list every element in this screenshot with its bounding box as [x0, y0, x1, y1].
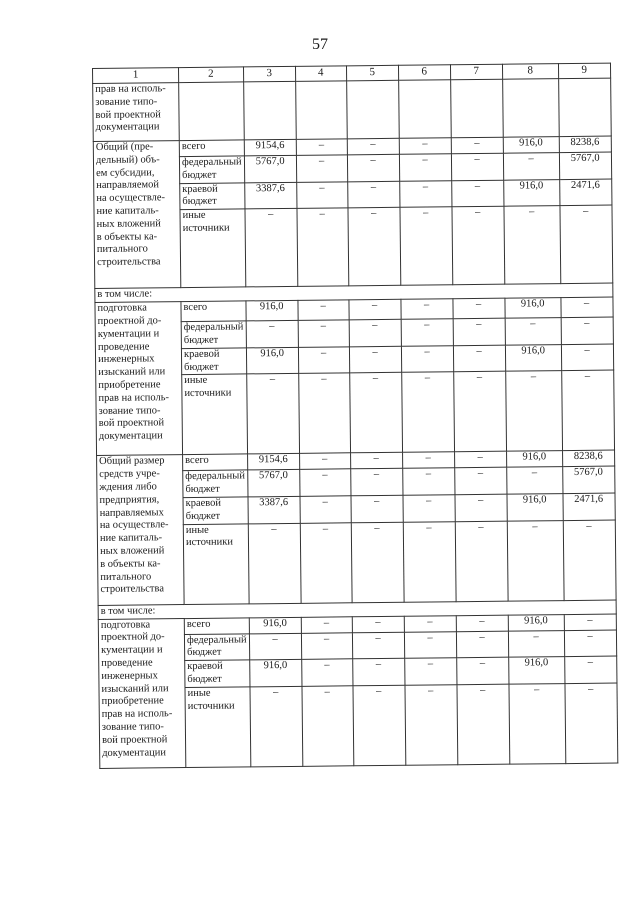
- funding-source: краевой бюджет: [185, 660, 250, 687]
- value-col5: –: [351, 522, 404, 603]
- funding-source: краевой бюджет: [180, 183, 245, 210]
- item-name: Общий размер средств учре- ждения либо предприятия, направляемых на осуществле- ние капиталь- ных вложений в объекты ка- питального строительства: [97, 455, 185, 605]
- value-col7: –: [453, 345, 505, 372]
- value-col3: –: [250, 686, 303, 767]
- column-header: 1: [93, 68, 179, 84]
- value-col8: 916,0: [506, 451, 562, 468]
- continuation-text: прав на исполь- зование типо- вой проектной документации: [93, 83, 180, 142]
- value-col8: –: [504, 206, 561, 285]
- value-col8: –: [505, 371, 562, 452]
- value-col7: –: [451, 180, 503, 207]
- item-name: Общий (пре- дельный) объ- ем субсидии, направляемой на осуществле- ние капиталь- ных вложений в объекты ка- питального строительства: [93, 141, 181, 289]
- item-name: подготовка проектной до- кументации и проведение инженерных изысканий или приобретение прав на исполь- зование типо- вой проектной документации: [98, 618, 186, 768]
- funding-source: краевой бюджет: [181, 348, 246, 375]
- value-col8: 916,0: [505, 344, 561, 371]
- value-col3: –: [246, 374, 299, 455]
- value-col9: 2471,6: [559, 179, 611, 206]
- column-header: 3: [243, 66, 295, 82]
- value-col3: 9154,6: [247, 454, 299, 471]
- budget-table: [92, 63, 618, 769]
- column-header: 8: [502, 64, 558, 80]
- value-col8: –: [507, 520, 564, 601]
- value-col5: –: [349, 346, 401, 373]
- subheader-text: в том числе:: [98, 600, 616, 619]
- value-col6: –: [399, 138, 451, 155]
- funding-source: всего: [179, 140, 244, 157]
- value-col5: –: [347, 154, 399, 181]
- value-col9: –: [565, 683, 618, 764]
- value-col9: –: [563, 520, 616, 601]
- value-col6: –: [402, 468, 454, 495]
- value-col8: –: [506, 467, 562, 494]
- value-col8: –: [503, 153, 559, 180]
- value-col9: –: [561, 297, 613, 318]
- column-header: 2: [179, 67, 244, 83]
- value-col4: –: [300, 522, 352, 603]
- value-col5: –: [349, 373, 402, 454]
- value-col7: –: [457, 684, 510, 765]
- funding-source: федеральный бюджет: [184, 633, 249, 660]
- page-number: 57: [312, 36, 328, 53]
- value-col3: 3387,6: [248, 496, 300, 523]
- value-col4: –: [300, 496, 351, 523]
- value-col5: –: [353, 685, 406, 766]
- value-col9: –: [561, 370, 614, 451]
- value-col6: –: [401, 299, 453, 320]
- funding-source: иные источники: [182, 374, 247, 455]
- value-col3: 916,0: [249, 659, 301, 686]
- value-col8: 916,0: [508, 657, 564, 684]
- funding-source: всего: [181, 301, 246, 322]
- value-col4: –: [297, 208, 349, 287]
- value-col3: –: [245, 209, 298, 288]
- value-col7: –: [453, 298, 505, 319]
- continuation-row: [93, 78, 611, 141]
- value-col8: 916,0: [507, 494, 563, 521]
- column-header: 7: [450, 64, 502, 80]
- value-col4: –: [298, 300, 349, 321]
- value-col6: –: [403, 521, 456, 602]
- value-col4: –: [296, 181, 347, 208]
- value-col8: –: [509, 683, 566, 764]
- value-col6: –: [401, 372, 454, 453]
- value-col7: –: [456, 631, 508, 658]
- value-col6: –: [404, 615, 456, 632]
- item-name: подготовка проектной до- кументации и проведение инженерных изысканий или приобретение прав на исполь- зование типо- вой проектной документации: [95, 302, 183, 456]
- value-col7: –: [454, 468, 506, 495]
- value-col3: 916,0: [246, 301, 298, 322]
- value-col4: –: [296, 139, 347, 156]
- value-col7: –: [451, 153, 503, 180]
- value-col6: –: [404, 631, 456, 658]
- value-col5: –: [350, 469, 402, 496]
- value-col4: –: [299, 469, 350, 496]
- value-col5: –: [352, 658, 404, 685]
- column-header: 4: [295, 66, 346, 82]
- value-col5: –: [347, 138, 399, 155]
- value-col5: –: [347, 181, 399, 208]
- value-col4: –: [301, 632, 352, 659]
- value-col4: –: [296, 155, 347, 182]
- value-col5: –: [352, 616, 404, 633]
- value-col5: –: [349, 319, 401, 346]
- value-col9: 8238,6: [559, 136, 611, 153]
- funding-source: иные источники: [185, 687, 250, 768]
- value-col9: 2471,6: [563, 493, 615, 520]
- value-col9: –: [564, 656, 616, 683]
- funding-source: всего: [184, 617, 249, 634]
- value-col3: 916,0: [249, 617, 301, 634]
- value-col3: 916,0: [246, 347, 298, 374]
- value-col3: 9154,6: [244, 139, 296, 156]
- value-col8: 916,0: [503, 137, 559, 154]
- value-col7: –: [455, 494, 507, 521]
- value-col5: –: [348, 207, 401, 286]
- value-col6: –: [399, 154, 451, 181]
- value-col3: 3387,6: [244, 182, 296, 209]
- value-col7: –: [456, 657, 508, 684]
- funding-source: краевой бюджет: [183, 497, 248, 524]
- column-header: 6: [398, 65, 450, 81]
- value-col9: –: [560, 205, 613, 284]
- value-col5: –: [349, 299, 401, 320]
- value-col4: –: [301, 659, 352, 686]
- value-col6: –: [399, 180, 451, 207]
- value-col8: –: [505, 318, 561, 345]
- value-col6: –: [401, 319, 453, 346]
- value-col3: –: [249, 633, 301, 660]
- value-col4: –: [301, 616, 352, 633]
- value-col4: –: [299, 453, 350, 470]
- value-col8: 916,0: [508, 614, 564, 631]
- value-col7: –: [451, 137, 503, 154]
- value-col9: –: [564, 614, 616, 631]
- value-col7: –: [455, 521, 508, 602]
- value-col3: 5767,0: [244, 155, 296, 182]
- column-header: 9: [558, 63, 610, 79]
- value-col3: 5767,0: [247, 470, 299, 497]
- value-col6: –: [401, 346, 453, 373]
- value-col7: –: [453, 318, 505, 345]
- funding-source: федеральный бюджет: [183, 470, 248, 497]
- value-col8: –: [508, 630, 564, 657]
- value-col9: –: [561, 317, 613, 344]
- value-col5: –: [350, 453, 402, 470]
- value-col6: –: [405, 684, 458, 765]
- value-col7: –: [453, 372, 506, 453]
- value-col9: –: [561, 344, 613, 371]
- value-col7: –: [456, 615, 508, 632]
- value-col5: –: [351, 495, 403, 522]
- value-col5: –: [352, 632, 404, 659]
- value-col4: –: [298, 373, 350, 454]
- value-col8: 916,0: [505, 298, 561, 319]
- value-col3: –: [246, 321, 298, 348]
- value-col9: 5767,0: [559, 152, 611, 179]
- funding-source: федеральный бюджет: [179, 156, 244, 183]
- value-col7: –: [454, 452, 506, 469]
- value-col3: –: [248, 523, 301, 604]
- value-col6: –: [404, 658, 456, 685]
- column-header: 5: [346, 65, 398, 81]
- value-col9: –: [564, 630, 616, 657]
- value-col6: –: [400, 207, 453, 286]
- table-body: [93, 63, 618, 768]
- value-col8: 916,0: [503, 179, 559, 206]
- funding-source: иные источники: [180, 209, 245, 288]
- value-col7: –: [452, 206, 505, 285]
- value-col9: 8238,6: [562, 450, 614, 467]
- funding-source: всего: [183, 454, 248, 471]
- value-col4: –: [302, 686, 354, 767]
- value-col4: –: [298, 320, 349, 347]
- value-col6: –: [402, 452, 454, 469]
- subheader-text: в том числе:: [95, 283, 613, 302]
- value-col9: 5767,0: [562, 466, 614, 493]
- value-col6: –: [403, 495, 455, 522]
- funding-source: иные источники: [183, 523, 248, 604]
- value-col4: –: [298, 347, 349, 374]
- funding-source: федеральный бюджет: [181, 321, 246, 348]
